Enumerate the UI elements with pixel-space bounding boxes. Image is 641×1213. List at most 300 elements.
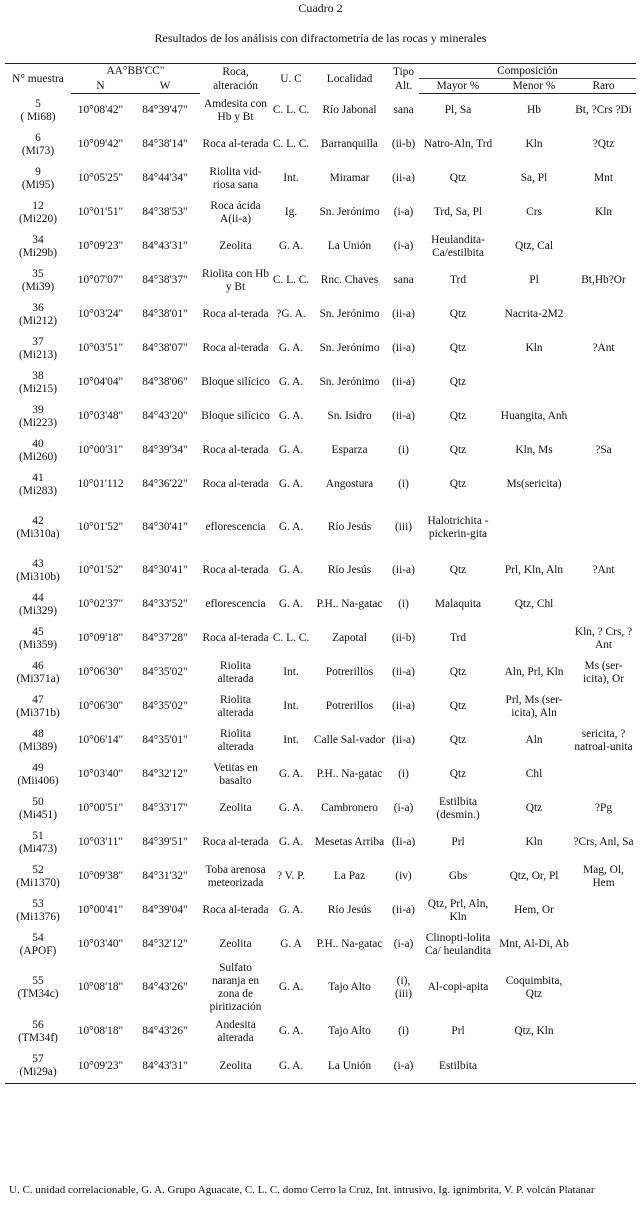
rock-cell: Roca ácida A(ii-a) bbox=[210, 199, 261, 225]
locality-cell: Tajo Alto bbox=[328, 1025, 371, 1037]
header-mayor: Mayor % bbox=[419, 79, 497, 94]
rock-cell: Vetitas en basalto bbox=[213, 761, 258, 787]
latitude-cell: 10°08'42" bbox=[77, 104, 124, 117]
alteration-type-cell: (ii-a) bbox=[392, 734, 415, 746]
sample-number: 49 bbox=[32, 761, 44, 774]
minor-cell: Aln bbox=[525, 734, 543, 746]
rock-cell: Roca al-terada bbox=[202, 342, 269, 354]
sample-cell bbox=[5, 588, 71, 622]
table-row bbox=[5, 690, 636, 724]
sample-number: 34 bbox=[32, 233, 44, 246]
table-row bbox=[5, 162, 636, 196]
major-cell: Trd bbox=[449, 274, 467, 286]
alteration-type-cell: (i-a) bbox=[393, 938, 414, 950]
table-row bbox=[5, 724, 636, 758]
sample-number: 12 bbox=[32, 199, 44, 212]
header-localidad: Localidad bbox=[311, 64, 388, 94]
minor-cell: Prl, Kln, Aln bbox=[504, 564, 564, 576]
major-cell: Qtz bbox=[449, 410, 467, 422]
minor-cell bbox=[497, 1050, 571, 1084]
sample-id: (Mi39) bbox=[21, 280, 55, 293]
rare-cell: Kln, ? Crs, ?Ant bbox=[574, 625, 633, 651]
rare-cell bbox=[571, 1050, 636, 1084]
major-cell: Qtz bbox=[449, 444, 467, 456]
sample-cell bbox=[5, 332, 71, 366]
table-row bbox=[5, 400, 636, 434]
rare-cell bbox=[571, 962, 636, 1014]
alteration-type-cell: (ii-b) bbox=[391, 138, 416, 150]
locality-cell: Sn. Jerónimo bbox=[319, 376, 380, 388]
minor-cell: Ms(sericita) bbox=[506, 478, 562, 490]
locality-cell: La Unión bbox=[311, 1050, 388, 1084]
locality-cell: Angostura bbox=[325, 478, 374, 490]
unit-cell: Int. bbox=[283, 172, 299, 184]
sample-id: (Mi215) bbox=[19, 382, 57, 395]
minor-cell: Aln, Prl, Kln bbox=[504, 666, 564, 678]
major-cell: Prl bbox=[451, 836, 465, 848]
sample-cell bbox=[5, 230, 71, 264]
major-cell: Estilbita bbox=[419, 1050, 497, 1084]
longitude-cell: 84°43'31" bbox=[130, 1050, 200, 1084]
latitude-cell: 10°01'112 bbox=[77, 478, 124, 490]
locality-cell: Mesetas Arriba bbox=[314, 836, 385, 848]
sample-id: (APOF) bbox=[19, 944, 57, 957]
table-row bbox=[5, 264, 636, 298]
header-tipo: Tipo Alt. bbox=[388, 64, 419, 94]
minor-cell: Nacrita-2M2 bbox=[504, 308, 564, 320]
rare-cell: ?Qtz bbox=[592, 138, 615, 150]
alteration-type-cell: (iv) bbox=[395, 870, 412, 882]
sample-cell bbox=[5, 656, 71, 690]
major-cell: Estilbita (desmin.) bbox=[436, 795, 480, 821]
rare-cell: ?Ant bbox=[592, 564, 615, 576]
rock-cell: Riolita alterada bbox=[217, 693, 254, 719]
sample-number: 37 bbox=[32, 335, 44, 348]
sample-id: (Mi371a) bbox=[16, 672, 60, 685]
minor-cell: Kln bbox=[525, 836, 543, 848]
results-table bbox=[5, 63, 636, 1084]
alteration-type-cell: (ii-a) bbox=[392, 410, 415, 422]
major-cell: Al-copi-apita bbox=[427, 981, 489, 993]
sample-cell bbox=[5, 894, 71, 928]
locality-cell: La Unión bbox=[327, 240, 372, 252]
rock-cell: Riolita vid-riosa sana bbox=[209, 165, 262, 191]
rare-cell: ?Pg bbox=[594, 802, 613, 814]
longitude-cell: 84°43'31" bbox=[142, 240, 188, 252]
sample-number: 42 bbox=[32, 514, 44, 527]
sample-cell bbox=[5, 724, 71, 758]
longitude-cell: 84°32'12" bbox=[142, 938, 188, 950]
sample-cell bbox=[5, 434, 71, 468]
unit-cell: ?G. A. bbox=[276, 308, 306, 320]
rare-cell bbox=[571, 1014, 636, 1050]
latitude-cell: 10°08'18" bbox=[77, 981, 124, 993]
major-cell: Qtz bbox=[449, 308, 467, 320]
locality-cell: Sn. Jerónimo bbox=[319, 342, 380, 354]
rock-cell: Roca al-terada bbox=[202, 632, 269, 644]
sample-id: (Mi389) bbox=[19, 740, 57, 753]
sample-id: (Mi73) bbox=[21, 144, 55, 157]
alteration-type-cell: (i) bbox=[398, 444, 409, 456]
longitude-cell: 84°39'04" bbox=[142, 904, 188, 916]
major-cell: Clinopti-lolita Ca/ heulandita bbox=[424, 931, 492, 957]
alteration-type-cell: (ii-a) bbox=[392, 564, 415, 576]
rock-cell: Riolita alterada bbox=[217, 659, 254, 685]
rock-cell: Andesita alterada bbox=[215, 1018, 256, 1044]
minor-cell: Chl bbox=[525, 768, 543, 780]
latitude-cell: 10°07'07" bbox=[77, 274, 124, 286]
minor-cell: Kln bbox=[525, 342, 543, 354]
sample-id: (Mi451) bbox=[19, 808, 57, 821]
latitude-cell: 10°05'25" bbox=[77, 172, 124, 184]
latitude-cell: 10°01'52" bbox=[77, 564, 124, 576]
locality-cell: Miramar bbox=[329, 172, 370, 184]
longitude-cell: 84°38'06" bbox=[142, 376, 188, 388]
sample-id: (Mi283) bbox=[19, 484, 57, 497]
rare-cell: ?Crs, Anl, Sa bbox=[573, 836, 634, 848]
sample-cell bbox=[5, 94, 71, 128]
table-row bbox=[5, 792, 636, 826]
table-row bbox=[5, 1014, 636, 1050]
latitude-cell: 10°03'40" bbox=[77, 768, 124, 780]
sample-id: (Mi359) bbox=[19, 638, 57, 651]
major-cell: Qtz bbox=[449, 376, 467, 388]
rock-cell: Sulfato naranja en zona de piritización bbox=[209, 961, 262, 1013]
sample-id: (Mi29a) bbox=[19, 1066, 57, 1079]
rare-cell bbox=[571, 502, 636, 554]
sample-number: 48 bbox=[32, 727, 44, 740]
unit-cell: C. L. C. bbox=[272, 104, 310, 116]
alteration-type-cell: (ii-a) bbox=[392, 342, 415, 354]
alteration-type-cell: (i-a) bbox=[393, 206, 414, 218]
alteration-type-cell: (i) bbox=[398, 768, 409, 780]
table-row bbox=[5, 894, 636, 928]
rock-cell: Zeolita bbox=[219, 240, 252, 252]
latitude-cell: 10°04'04" bbox=[77, 376, 124, 388]
major-cell: Natro-Aln, Trd bbox=[423, 138, 493, 150]
header-coords: AA°BB'CC" bbox=[71, 64, 200, 79]
unit-cell: C. L. C. bbox=[272, 138, 310, 150]
longitude-cell: 84°30'41" bbox=[142, 564, 188, 576]
minor-cell bbox=[497, 366, 571, 400]
rock-cell: Riolita con Hb y Bt bbox=[201, 267, 270, 293]
rock-cell: Bloque silícico bbox=[201, 410, 270, 422]
sample-id: (Mi329) bbox=[19, 604, 57, 617]
sample-number: 40 bbox=[32, 437, 44, 450]
major-cell: Qtz bbox=[449, 734, 467, 746]
minor-cell: Prl, Ms (ser-icita), Aln bbox=[505, 693, 563, 719]
sample-id: (Mi213) bbox=[19, 348, 57, 361]
unit-cell: G. A. bbox=[278, 410, 304, 422]
sample-cell bbox=[5, 298, 71, 332]
latitude-cell: 10°03'51" bbox=[77, 342, 124, 354]
table-row bbox=[5, 298, 636, 332]
sample-number: 41 bbox=[32, 471, 44, 484]
major-cell: Gbs bbox=[448, 870, 468, 882]
rock-cell: Toba arenosa meteorizada bbox=[205, 863, 266, 889]
latitude-cell: 10°00'31" bbox=[77, 444, 124, 456]
major-cell: Trd, Sa, Pl bbox=[433, 206, 483, 218]
unit-cell: G. A. bbox=[278, 240, 304, 252]
rock-cell: eflorescencia bbox=[205, 521, 266, 533]
longitude-cell: 84°39'34" bbox=[142, 444, 188, 456]
sample-id: (Mii406) bbox=[17, 774, 59, 787]
table-row bbox=[5, 554, 636, 588]
longitude-cell: 84°33'17" bbox=[142, 802, 188, 814]
locality-cell: P.H.. Na-gatac bbox=[316, 598, 383, 610]
unit-cell: G. A. bbox=[278, 342, 304, 354]
unit-cell: G. A. bbox=[278, 598, 304, 610]
sample-cell bbox=[5, 860, 71, 894]
unit-cell: G. A. bbox=[278, 521, 304, 533]
sample-cell bbox=[5, 622, 71, 656]
sample-number: 44 bbox=[32, 591, 44, 604]
unit-cell: G. A. bbox=[278, 444, 304, 456]
latitude-cell: 10°06'30" bbox=[77, 700, 124, 712]
table-body bbox=[5, 94, 636, 1084]
rock-cell: Roca al-terada bbox=[202, 564, 269, 576]
locality-cell: La Paz bbox=[333, 870, 366, 882]
latitude-cell: 10°03'11" bbox=[77, 836, 123, 848]
major-cell: Prl bbox=[451, 1025, 465, 1037]
unit-cell: G. A. bbox=[278, 376, 304, 388]
minor-cell: Sa, Pl bbox=[520, 172, 548, 184]
longitude-cell: 84°35'02" bbox=[142, 700, 188, 712]
table-row bbox=[5, 434, 636, 468]
latitude-cell: 10°06'14" bbox=[77, 734, 124, 746]
locality-cell: Potrerillos bbox=[325, 700, 374, 712]
sample-cell bbox=[5, 1014, 71, 1050]
sample-number: 57 bbox=[32, 1053, 44, 1066]
longitude-cell: 84°44'34" bbox=[142, 172, 188, 184]
latitude-cell: 10°01'51" bbox=[77, 206, 124, 218]
table-row bbox=[5, 656, 636, 690]
rock-cell: Roca al-terada bbox=[202, 904, 269, 916]
major-cell: Qtz bbox=[449, 172, 467, 184]
unit-cell: C. L. C. bbox=[272, 274, 310, 286]
sample-cell bbox=[5, 792, 71, 826]
alteration-type-cell: (i-a) bbox=[393, 240, 414, 252]
longitude-cell: 84°43'20" bbox=[142, 410, 188, 422]
sample-cell bbox=[5, 502, 71, 554]
sample-number: 54 bbox=[32, 931, 44, 944]
locality-cell: Sn. Jerónimo bbox=[319, 308, 380, 320]
rare-cell: ?Sa bbox=[595, 444, 612, 456]
longitude-cell: 84°43'26" bbox=[142, 981, 188, 993]
latitude-cell: 10°09'18" bbox=[77, 632, 124, 644]
rock-cell: Zeolita bbox=[219, 802, 252, 814]
minor-cell: Mnt, Al-Di, Ab bbox=[499, 938, 569, 950]
locality-cell: Río Jesús bbox=[327, 904, 372, 916]
alteration-type-cell: (ii-a) bbox=[392, 308, 415, 320]
latitude-cell: 10°09'23" bbox=[71, 1050, 130, 1084]
rare-cell bbox=[571, 690, 636, 724]
rock-cell: Roca al-terada bbox=[202, 836, 269, 848]
rock-cell: Zeolita bbox=[219, 938, 252, 950]
locality-cell: Río Jesús bbox=[327, 564, 372, 576]
unit-cell: Int. bbox=[283, 666, 299, 678]
major-cell: Qtz bbox=[449, 478, 467, 490]
rare-cell: Bt, ?Crs ?Di bbox=[575, 104, 632, 117]
sample-cell bbox=[5, 366, 71, 400]
alteration-type-cell: (i) bbox=[398, 478, 409, 490]
locality-cell: Río Jabonal bbox=[322, 104, 377, 116]
longitude-cell: 84°31'32" bbox=[142, 870, 188, 882]
unit-cell: G. A bbox=[280, 938, 302, 950]
table-row bbox=[5, 468, 636, 502]
sample-id: (TM34f) bbox=[18, 1031, 58, 1044]
rare-cell: ?Ant bbox=[592, 342, 615, 354]
major-cell: Qtz, Prl, Aln, Kln bbox=[427, 897, 489, 923]
table-row bbox=[5, 94, 636, 128]
longitude-cell: 84°38'53" bbox=[142, 206, 188, 218]
sample-number: 36 bbox=[32, 301, 44, 314]
latitude-cell: 10°02'37" bbox=[77, 598, 124, 610]
sample-number: 43 bbox=[32, 557, 44, 570]
header-w: W bbox=[130, 79, 200, 94]
major-cell: Qtz bbox=[449, 666, 467, 678]
locality-cell: Rnc. Chaves bbox=[320, 274, 379, 286]
sample-number: 53 bbox=[32, 897, 44, 910]
table-row bbox=[5, 962, 636, 1014]
sample-id: (Mi212) bbox=[19, 314, 57, 327]
sample-cell bbox=[5, 162, 71, 196]
header-muestra: N° muestra bbox=[5, 64, 71, 94]
alteration-type-cell: (i-a) bbox=[388, 1050, 419, 1084]
table-row bbox=[5, 366, 636, 400]
rare-cell: sericita, ?natroal-unita bbox=[574, 727, 633, 753]
unit-cell: G. A. bbox=[278, 564, 304, 576]
longitude-cell: 84°33'52" bbox=[142, 598, 188, 610]
rare-cell: Bt,Hb?Or bbox=[581, 274, 626, 286]
latitude-cell: 10°06'30" bbox=[77, 666, 124, 678]
major-cell: Qtz bbox=[449, 342, 467, 354]
sample-number: 46 bbox=[32, 659, 44, 672]
rock-cell: Roca al-terada bbox=[202, 138, 269, 150]
sample-id: (Mi310a) bbox=[16, 527, 60, 540]
alteration-type-cell: (iii) bbox=[394, 521, 413, 533]
minor-cell: Qtz, Cal bbox=[515, 240, 553, 252]
sample-id: (Mi1376) bbox=[16, 910, 60, 923]
sample-cell bbox=[5, 400, 71, 434]
sample-cell bbox=[5, 928, 71, 962]
rare-cell bbox=[571, 366, 636, 400]
unit-cell: Int. bbox=[283, 734, 299, 746]
table-row bbox=[5, 502, 636, 554]
major-cell: Trd bbox=[449, 632, 467, 644]
locality-cell: Calle Sal-vador bbox=[313, 734, 386, 746]
rock-cell: Roca al-terada bbox=[202, 444, 269, 456]
latitude-cell: 10°00'51" bbox=[77, 802, 124, 814]
longitude-cell: 84°30'41" bbox=[142, 521, 188, 533]
table-row bbox=[5, 758, 636, 792]
rock-cell: Bloque silícico bbox=[201, 376, 270, 388]
unit-cell: ? V. P. bbox=[276, 870, 306, 882]
unit-cell: Int. bbox=[283, 700, 299, 712]
latitude-cell: 10°09'23" bbox=[77, 240, 124, 252]
rock-cell: Amdesita con Hb y Bt bbox=[204, 97, 267, 123]
minor-cell: Qtz, Or, Pl bbox=[509, 870, 559, 882]
rare-cell bbox=[571, 894, 636, 928]
locality-cell: Potrerillos bbox=[325, 666, 374, 678]
alteration-type-cell: (i) bbox=[398, 598, 409, 610]
sample-number: 51 bbox=[32, 829, 44, 842]
latitude-cell: 10°00'41" bbox=[77, 904, 124, 916]
rock-cell: Roca al-terada bbox=[202, 308, 269, 320]
sample-number: 35 bbox=[32, 267, 44, 280]
alteration-type-cell: (ii-b) bbox=[391, 632, 416, 644]
alteration-type-cell: sana bbox=[393, 104, 414, 116]
sample-id: (Mi1370) bbox=[16, 876, 60, 889]
alteration-type-cell: (ii-a) bbox=[392, 700, 415, 712]
sample-id: (Mi29b) bbox=[19, 246, 57, 259]
minor-cell: Coquimbita, Qtz bbox=[505, 974, 563, 1000]
alteration-type-cell: (ii-a) bbox=[392, 172, 415, 184]
unit-cell: G. A. bbox=[278, 1025, 304, 1037]
alteration-type-cell: sana bbox=[393, 274, 414, 286]
sample-id: ( Mi68) bbox=[20, 110, 56, 123]
table-title: Resultados de los análisis con difractometría de las rocas y minerales bbox=[154, 31, 487, 45]
sample-id: (Mi473) bbox=[19, 842, 57, 855]
alteration-type-cell: (ii-a) bbox=[392, 666, 415, 678]
sample-cell bbox=[5, 128, 71, 162]
latitude-cell: 10°03'24" bbox=[77, 308, 124, 320]
locality-cell: Sn. Jerónimo bbox=[319, 206, 380, 218]
sample-id: (Mi223) bbox=[19, 416, 57, 429]
locality-cell: Barranquilla bbox=[321, 138, 378, 150]
sample-number: 39 bbox=[32, 403, 44, 416]
table-row bbox=[5, 860, 636, 894]
longitude-cell: 84°39'51" bbox=[142, 836, 188, 848]
longitude-cell: 84°38'01" bbox=[142, 308, 188, 320]
minor-cell: Kln, Ms bbox=[515, 444, 553, 456]
sample-id: (Mi95) bbox=[21, 178, 55, 191]
header-composicion: Composición bbox=[419, 64, 636, 79]
sample-number: 9 bbox=[35, 165, 41, 178]
longitude-cell: 84°38'14" bbox=[142, 138, 188, 150]
alteration-type-cell: (i-a) bbox=[393, 802, 414, 814]
sample-cell bbox=[5, 690, 71, 724]
locality-cell: Zapotal bbox=[332, 632, 367, 644]
latitude-cell: 10°08'18" bbox=[77, 1025, 124, 1037]
alteration-type-cell: (ii-a) bbox=[392, 904, 415, 916]
header-uc: U. C bbox=[271, 64, 311, 94]
sample-cell bbox=[5, 758, 71, 792]
table-row bbox=[5, 230, 636, 264]
major-cell: Malaquita bbox=[434, 598, 482, 610]
longitude-cell: 84°39'47" bbox=[142, 104, 188, 117]
unit-cell: G. A. bbox=[278, 981, 304, 993]
minor-cell bbox=[497, 502, 571, 554]
major-cell: Halotrichita - pickerin-gita bbox=[427, 514, 489, 540]
major-cell: Heulandita-Ca/estilbita bbox=[431, 233, 485, 259]
latitude-cell: 10°09'38" bbox=[77, 870, 124, 882]
locality-cell: Río Jesús bbox=[327, 521, 372, 533]
minor-cell: Pl bbox=[529, 274, 539, 286]
longitude-cell: 84°38'07" bbox=[142, 342, 188, 354]
rock-cell: Zeolita bbox=[200, 1050, 271, 1084]
latitude-cell: 10°01'52" bbox=[77, 521, 124, 533]
sample-cell bbox=[5, 264, 71, 298]
header-n: N bbox=[71, 79, 130, 94]
rare-cell bbox=[571, 928, 636, 962]
latitude-cell: 10°03'48" bbox=[77, 410, 124, 422]
table-row bbox=[5, 622, 636, 656]
sample-number: 50 bbox=[32, 795, 44, 808]
major-cell: Pl, Sa bbox=[444, 104, 472, 117]
table-row bbox=[5, 332, 636, 366]
alteration-type-cell: (ii-a) bbox=[392, 376, 415, 388]
